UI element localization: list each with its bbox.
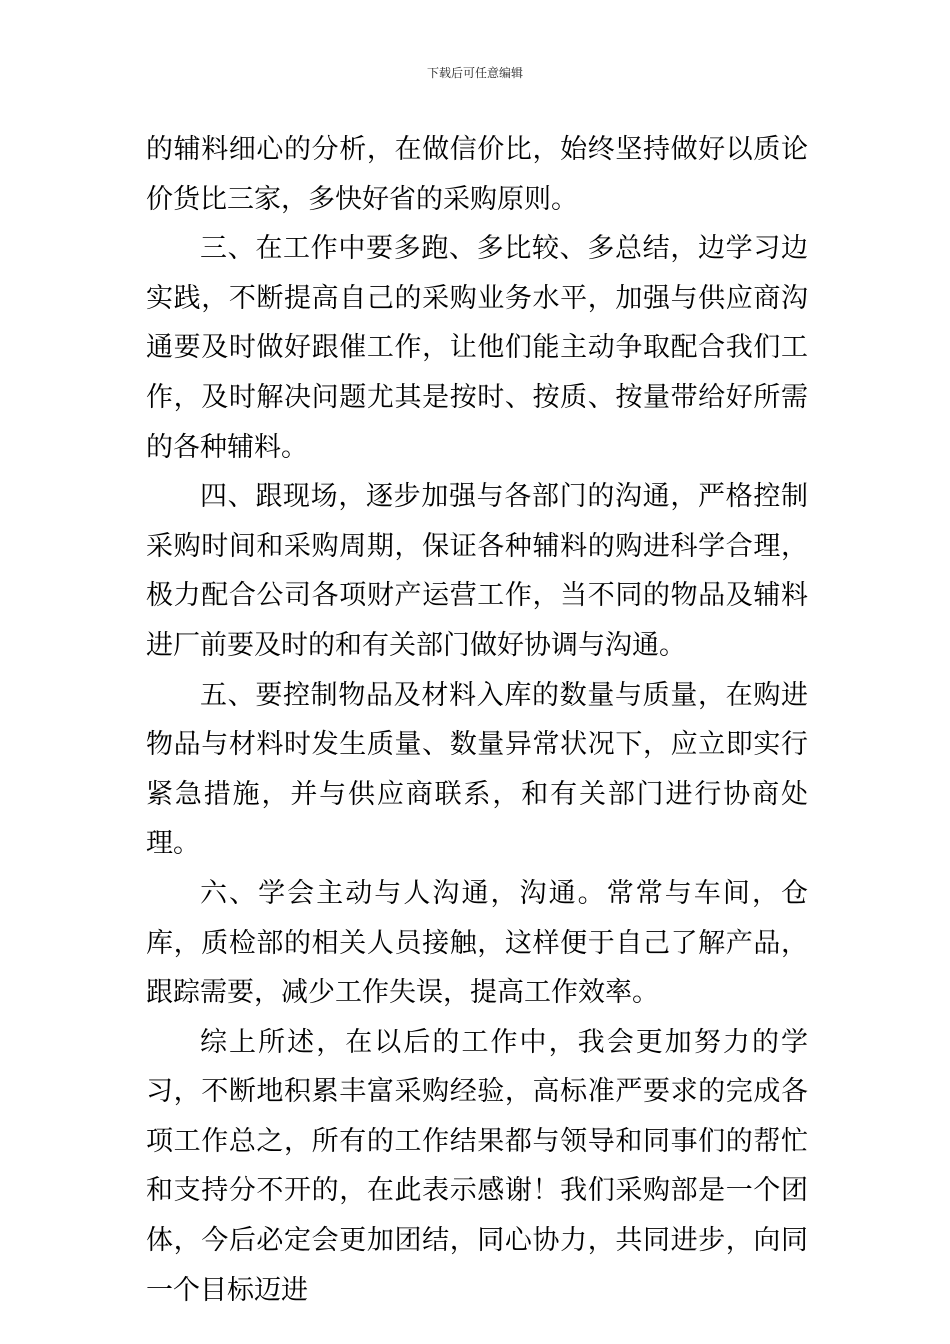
page-header: 下载后可任意编辑 <box>426 66 523 80</box>
paragraph-item-3: 三、在工作中要多跑、多比较、多总结，边学习边实践，不断提高自己的采购业务水平，加强与供应商沟通要及时做好跟催工作，让他们能主动争取配合我们工作，及时解决问题尤其是按时、按质、按量带给好所需的各种辅料。 <box>146 233 808 463</box>
paragraph-item-4: 四、跟现场，逐步加强与各部门的沟通，严格控制采购时间和采购周期，保证各种辅料的购进科学合理，极力配合公司各项财产运营工作，当不同的物品及辅料进厂前要及时的和有关部门做好协调与沟通。 <box>146 481 808 661</box>
document-body <box>146 125 808 1315</box>
paragraph-item-5: 五、要控制物品及材料入库的数量与质量，在购进物品与材料时发生质量、数量异常状况下，应立即实行紧急措施，并与供应商联系，和有关部门进行协商处理。 <box>146 679 808 860</box>
paragraph-continued: 的辅料细心的分析，在做信价比，始终坚持做好以质论价货比三家，多快好省的采购原则。 <box>146 134 808 215</box>
paragraph-summary: 综上所述，在以后的工作中，我会更加努力的学习，不断地积累丰富采购经验，高标准严要求的完成各项工作总之，所有的工作结果都与领导和同事们的帮忙和支持分不开的，在此表示感谢！我们采购部是一个团体，今后必定会更加团结，同心协力，共同进步，向同一个目标迈进 <box>146 1026 808 1306</box>
paragraph-item-6: 六、学会主动与人沟通，沟通。常常与车间，仓库，质检部的相关人员接触，这样便于自己了解产品，跟踪需要，减少工作失误，提高工作效率。 <box>146 877 808 1009</box>
